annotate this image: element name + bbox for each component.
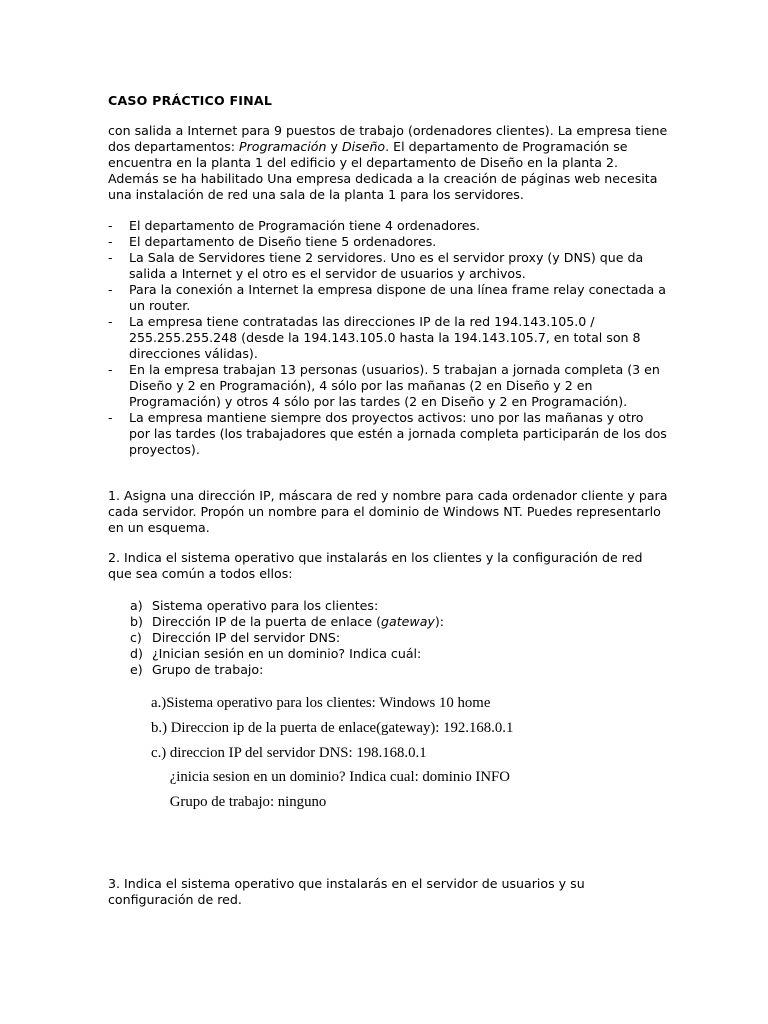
option-item: [130, 646, 650, 662]
bullet-dash: -: [108, 282, 113, 297]
answer-e: [151, 793, 631, 811]
list-item-text: La Sala de Servidores tiene 2 servidores. Uno es el servidor proxy (y DNS) que da salida a Internet y el otro es el servidor de usuarios y archivos.: [129, 250, 644, 281]
bullet-dash: -: [108, 410, 113, 425]
list-item: [108, 362, 668, 410]
bullet-dash: -: [108, 218, 113, 233]
list-item: [108, 410, 668, 458]
bullet-dash: -: [108, 234, 113, 249]
option-letter: d): [130, 646, 143, 661]
intro-text-2: . El departamento de Programación se encuentra en la planta 1 del edificio y el departamento de Diseño en la planta 2. Además se ha habilitado Una empresa dedicada a la creación de páginas web necesita una instalación de red una sala de la planta 1 para los servidores.: [108, 139, 658, 202]
option-item: [130, 630, 650, 646]
options-list: [130, 598, 650, 678]
list-item-text: En la empresa trabajan 13 personas (usuarios). 5 trabajan a jornada completa (3 en Diseño y 2 en Programación), 4 sólo por las mañanas (2 en Diseño y 2 en Programación) y otros 4 sólo por las tardes (2 en Diseño y 2 en Programación).: [129, 362, 660, 409]
list-item: [108, 250, 668, 282]
list-item-text: La empresa mantiene siempre dos proyectos activos: uno por las mañanas y otro por las tardes (los trabajadores que estén a jornada completa participarán de los dos proyectos).: [129, 410, 667, 457]
answer-d-text: ¿inicia sesion en un dominio? Indica cual: dominio INFO: [169, 769, 510, 785]
option-text-italic: gateway: [381, 614, 435, 629]
option-letter: e): [130, 662, 143, 677]
answer-a: a.)Sistema operativo para los clientes: Windows 10 home: [151, 695, 491, 711]
option-text: Grupo de trabajo:: [152, 662, 264, 677]
list-item-text: La empresa tiene contratadas las direcciones IP de la red 194.143.105.0 / 255.255.255.248 (desde la 194.143.105.0 hasta la 194.143.105.7, en total son 8 direcciones válidas).: [129, 314, 641, 361]
bullet-dash: -: [108, 314, 113, 329]
answer-d: [151, 768, 631, 786]
list-item: [108, 234, 668, 250]
list-item: [108, 314, 668, 362]
bullet-dash: -: [108, 362, 113, 377]
intro-and: y: [326, 139, 342, 154]
answer-b: b.) Direccion ip de la puerta de enlace(gateway): 192.168.0.1: [151, 720, 514, 736]
option-item: [130, 662, 650, 678]
option-text-after: ):: [434, 614, 445, 629]
intro-programacion: Programación: [239, 139, 327, 154]
option-letter: a): [130, 598, 143, 613]
document-title: CASO PRÁCTICO FINAL: [108, 93, 273, 108]
answer-e-text: Grupo de trabajo: ninguno: [169, 794, 327, 810]
intro-text-1: con salida a Internet para 9 puestos de trabajo (ordenadores clientes). La empresa tiene dos departamentos:: [108, 123, 668, 154]
list-item: [108, 282, 668, 314]
option-text: Sistema operativo para los clientes:: [152, 598, 379, 613]
option-text: Dirección IP del servidor DNS:: [152, 630, 341, 645]
list-item-text: El departamento de Diseño tiene 5 ordenadores.: [129, 234, 437, 249]
list-item-text: Para la conexión a Internet la empresa dispone de una línea frame relay conectada a un router.: [129, 282, 666, 313]
option-item: [130, 614, 650, 630]
list-item-text: El departamento de Programación tiene 4 ordenadores.: [129, 218, 481, 233]
bullet-dash: -: [108, 250, 113, 265]
bullet-list: [108, 218, 668, 458]
question-1: 1. Asigna una dirección IP, máscara de red y nombre para cada ordenador cliente y para cada servidor. Propón un nombre para el dominio de Windows NT. Puedes representarlo en un esquema.: [108, 488, 668, 535]
list-item: [108, 218, 668, 234]
option-text: ¿Inician sesión en un dominio? Indica cuál:: [152, 646, 422, 661]
option-item: [130, 598, 650, 614]
answer-c: c.) direccion IP del servidor DNS: 198.168.0.1: [151, 745, 427, 761]
option-text: Dirección IP de la puerta de enlace (: [152, 614, 381, 629]
question-3: 3. Indica el sistema operativo que instalarás en el servidor de usuarios y su configuración de red.: [108, 876, 585, 907]
empty-bullet: [151, 842, 631, 860]
intro-diseno: Diseño: [341, 139, 386, 154]
option-letter: c): [130, 630, 142, 645]
option-letter: b): [130, 614, 143, 629]
question-2: 2. Indica el sistema operativo que instalarás en los clientes y la configuración de red que sea común a todos ellos:: [108, 550, 643, 581]
intro-paragraph: [108, 123, 668, 203]
